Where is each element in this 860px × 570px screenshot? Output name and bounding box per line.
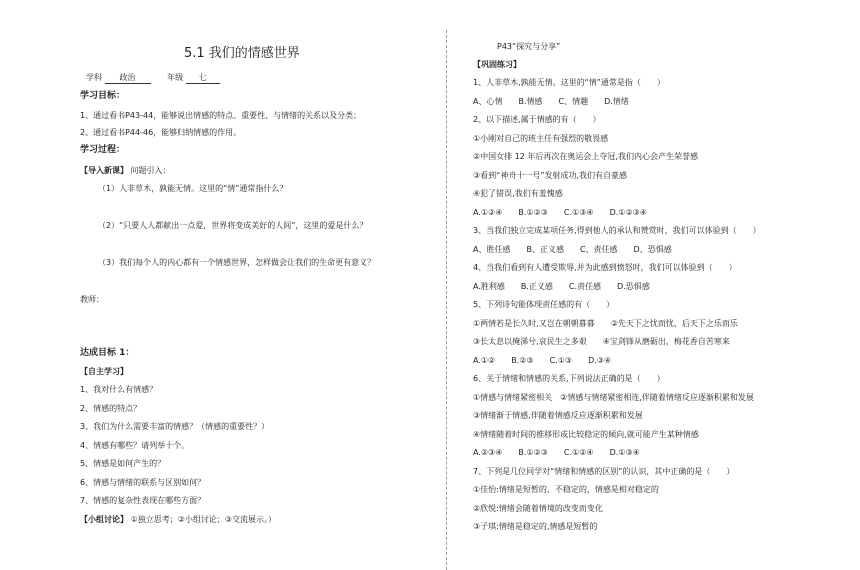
practice-line: 5、下列诗句能体现责任感的有（ ）: [473, 300, 615, 309]
self-study-item: 2、情感的特点？: [80, 404, 142, 413]
practice-line: ③长太息以掩涕兮,哀民生之多艰 ④宝剑锋从磨砺出，梅花香自苦寒来: [473, 337, 730, 346]
practice-line: A.①②④ B.①②③ C.①③④ D.①②③④: [473, 208, 647, 217]
self-study-label: 【自主学习】: [80, 367, 128, 376]
intro-question: （1）人非草木，孰能无情。这里的“情”通常指什么？: [98, 184, 288, 193]
grade-value: 七: [186, 72, 220, 84]
self-study-item: 3、我们为什么需要丰富的情感？（情感的重要性？）: [80, 422, 270, 431]
self-study-item: 1、我对什么有情感？: [80, 385, 158, 394]
practice-line: A.①② B.②③ C.①③ D.③④: [473, 356, 612, 365]
goals-heading: 学习目标：: [80, 91, 126, 101]
practice-line: 1、人非草木,孰能无情。这里的“情”通常是指（ ）: [473, 78, 665, 87]
self-study-item: 6、情感与情绪的联系与区别如何？: [80, 478, 206, 487]
page-reference: P43“探究与分享”: [497, 42, 561, 51]
column-divider: [446, 30, 447, 570]
practice-line: ②中国女排 12 年后再次在奥运会上夺冠,我们内心会产生荣誉感: [473, 152, 698, 161]
group-text: ①独立思考；②小组讨论；③交流展示。）: [130, 515, 277, 524]
grade-label: 年级: [167, 73, 184, 82]
intro-question: （3）我们每个人的内心都有一个情感世界，怎样做会让我们的生命更有意义？: [98, 258, 376, 267]
page-title: 5.1 我们的情感世界: [184, 46, 300, 61]
practice-line: 4、当我们看到有人遭受欺辱,并为此感到愤怒时，我们可以体验到（ ）: [473, 263, 737, 272]
subject-grade-line: [86, 72, 220, 84]
practice-line: ①佳怡:情绪是短暂的、不稳定的，情感是相对稳定的: [473, 485, 659, 494]
practice-line: ②欣悦:情绪会随着情境的改变而变化: [473, 504, 603, 513]
practice-line: ③子琪:情绪是稳定的,情感是短暂的: [473, 522, 598, 531]
practice-line: 6、关于情绪和情感的关系,下列说法正确的是（ ）: [473, 374, 665, 383]
practice-line: ③看到“神舟十一号”发射成功,我们有自豪感: [473, 171, 628, 180]
self-study-item: 5、情感是如何产生的？: [80, 459, 166, 468]
group-label: 【小组讨论】: [80, 515, 128, 524]
self-study-item: 4、情感有哪些？请列举十个。: [80, 441, 190, 450]
practice-line: 3、当我们独立完成某项任务,得到他人的承认和赞赏时，我们可以体验到（ ）: [473, 226, 761, 235]
target-heading: 达成目标 1：: [80, 348, 135, 358]
process-heading: 学习过程：: [80, 145, 126, 155]
practice-line: ③情绪渐于情感,伴随着情感反应逐渐积累和发展: [473, 411, 643, 420]
practice-line: ④情绪随着时间的推移形成比较稳定的倾向,就可能产生某种情感: [473, 430, 699, 439]
subject-value: 政治: [105, 72, 151, 84]
subject-label: 学科: [86, 73, 102, 82]
practice-label: 【巩固练习】: [473, 60, 521, 69]
intro-text: 问题引入：: [130, 166, 171, 175]
goal-item: 1、通过看书P43-44，能够说出情感的特点、重要性、与情绪的关系以及分类；: [80, 111, 362, 120]
practice-line: ①情感与情绪紧密相关 ②情感与情绪紧密相连,伴随着情绪反应逐渐积累和发展: [473, 393, 754, 402]
practice-line: ①小刚对自己的班主任有强烈的敬畏感: [473, 134, 609, 143]
practice-line: 7、下列是几位同学对“情绪和情感的区别”的认识，其中正确的是（ ）: [473, 467, 735, 476]
teacher-label: 教师：: [80, 295, 104, 304]
goal-item: 2、通过看书P44-46，能够归纳情感的作用。: [80, 128, 242, 137]
self-study-item: 7、情感的复杂性表现在哪些方面？: [80, 496, 206, 505]
practice-line: A.②③④ B.①②③ C.①②④ D.①③④: [473, 448, 640, 457]
intro-label: 【导入新课】: [80, 166, 128, 175]
practice-line: A.胜利感 B.正义感 C.责任感 D.恐惧感: [473, 282, 650, 291]
practice-line: A、心情 B.情感 C、情趣 D.情绪: [473, 97, 629, 106]
practice-line: 2、以下描述,属于情感的有（ ）: [473, 115, 601, 124]
intro-question: （2）“只要人人都献出一点爱，世界将变成美好的人间”，这里的爱是什么？: [98, 221, 368, 230]
group-discussion-line: [80, 514, 276, 525]
practice-line: ④犯了错误,我们有羞愧感: [473, 189, 563, 198]
practice-line: A、胜任感 B、正义感 C、责任感 D、恐惧感: [473, 245, 672, 254]
practice-line: ①两情若是长久时,又岂在朝朝暮暮 ②先天下之忧而忧，后天下之乐而乐: [473, 319, 738, 328]
intro-line: [80, 165, 171, 176]
